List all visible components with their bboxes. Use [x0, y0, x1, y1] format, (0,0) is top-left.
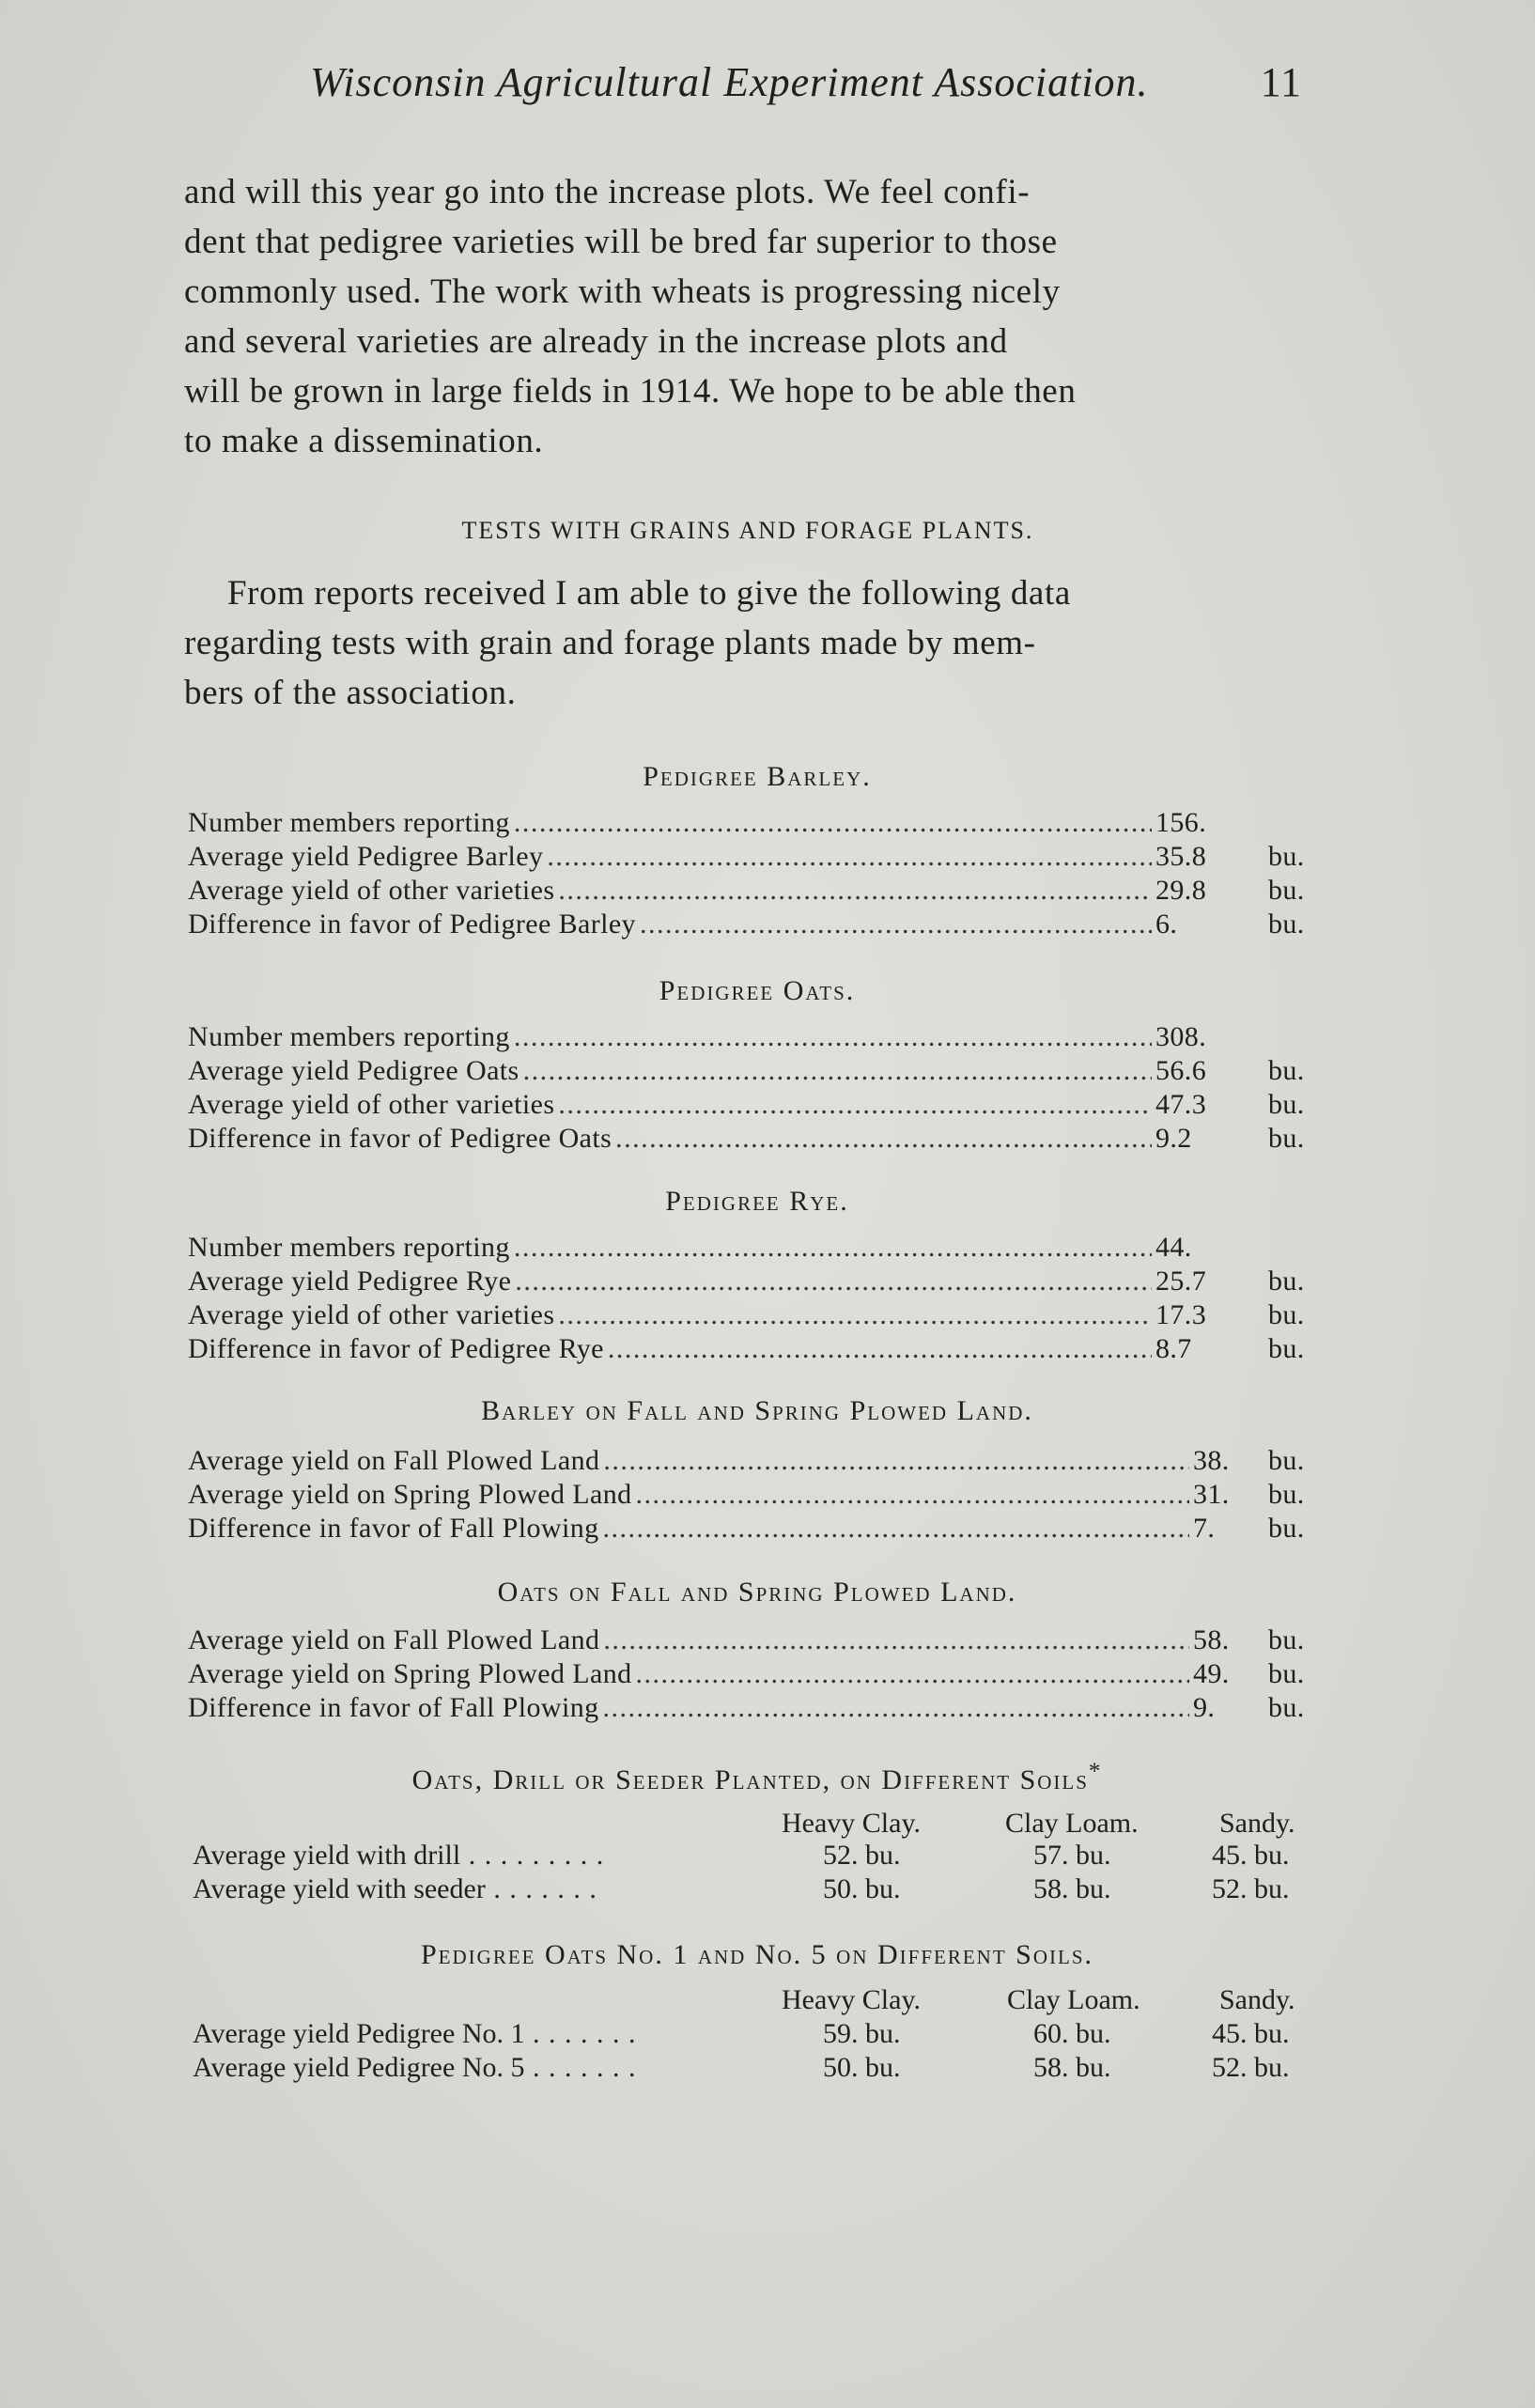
leader-dots	[514, 1231, 1152, 1265]
table-title-oats-plowed: Oats on Fall and Spring Plowed Land.	[497, 1577, 1017, 1608]
column-header: Clay Loam.	[1005, 1808, 1139, 1839]
row-unit	[1268, 1231, 1325, 1265]
leader-dots	[515, 1265, 1152, 1298]
table-row	[188, 1088, 1325, 1122]
text-line: and several varieties are already in the increase plots and	[184, 322, 1008, 361]
row-value: 47.3	[1155, 1089, 1207, 1120]
row-unit: bu.	[1268, 1299, 1305, 1330]
table-row	[188, 840, 1325, 874]
text-line: and will this year go into the increase plots. We feel confi-	[184, 173, 1031, 211]
row-label: Number members reporting	[188, 807, 510, 838]
row-unit: bu.	[1268, 841, 1305, 872]
footnote-mark: *	[1088, 1759, 1103, 1784]
table-row	[188, 1265, 1325, 1298]
cell-value: 59. bu.	[823, 2018, 901, 2049]
leader-dots	[603, 1444, 1189, 1478]
table-oats-plowed	[188, 1623, 1325, 1725]
row-unit	[1268, 806, 1325, 840]
leader-dots	[640, 908, 1152, 941]
intro-paragraph	[184, 167, 1311, 466]
leader-dots	[636, 1478, 1189, 1512]
row-label: Number members reporting	[188, 1232, 510, 1263]
row-label: Difference in favor of Pedigree Barley	[188, 909, 636, 940]
cell-value: 57. bu.	[1033, 1840, 1111, 1871]
leader-dots	[523, 1054, 1152, 1088]
text-line: dent that pedigree varieties will be bred far superior to those	[184, 223, 1058, 261]
row-label: Average yield of other varieties	[188, 1299, 555, 1330]
row-label: Average yield on Spring Plowed Land	[188, 1658, 632, 1689]
text-line: bers of the association.	[184, 674, 517, 712]
page-number: 11	[1260, 59, 1302, 105]
table-row	[188, 806, 1325, 840]
row-unit: bu.	[1268, 1089, 1305, 1120]
row-value: 9.2	[1155, 1123, 1192, 1154]
row-value: 6.	[1155, 909, 1178, 940]
row-unit: bu.	[1268, 1266, 1305, 1297]
row-unit: bu.	[1268, 1333, 1305, 1364]
row-unit: bu.	[1268, 1692, 1305, 1723]
text-line: to make a dissemination.	[184, 422, 544, 460]
row-unit: bu.	[1268, 1055, 1305, 1086]
row-label: Number members reporting	[188, 1021, 510, 1052]
leader-dots	[514, 806, 1152, 840]
row-value: 7.	[1193, 1513, 1216, 1544]
title-text: Oats, Drill or Seeder Planted, on Different Soils	[411, 1764, 1089, 1795]
row-label: Average yield with drill . . . . . . . . .	[193, 1840, 605, 1871]
table-title-barley: Pedigree Barley.	[643, 761, 872, 792]
row-unit: bu.	[1268, 1658, 1305, 1689]
row-unit	[1268, 1020, 1325, 1054]
leader-dots	[558, 874, 1152, 908]
leader-dots	[603, 1623, 1189, 1657]
text-line: will be grown in large fields in 1914. We hope to be able then	[184, 372, 1077, 411]
row-value: 31.	[1193, 1479, 1230, 1510]
row-value: 38.	[1193, 1445, 1230, 1476]
text-line: commonly used. The work with wheats is progressing nicely	[184, 272, 1061, 311]
cell-value: 50. bu.	[823, 1873, 901, 1904]
row-label: Difference in favor of Fall Plowing	[188, 1692, 599, 1723]
cell-value: 58. bu.	[1033, 1873, 1111, 1904]
table-title-oats-soils	[184, 1759, 1330, 1796]
cell-value: 60. bu.	[1033, 2018, 1111, 2049]
row-unit: bu.	[1268, 1624, 1305, 1655]
table-title-oats: Pedigree Oats.	[659, 975, 856, 1006]
row-label: Difference in favor of Pedigree Rye	[188, 1333, 604, 1364]
row-value: 308.	[1155, 1021, 1207, 1052]
row-unit: bu.	[1268, 1513, 1305, 1544]
table-barley	[188, 806, 1325, 941]
cell-value: 52. bu.	[1212, 1873, 1290, 1904]
row-label: Average yield on Fall Plowed Land	[188, 1445, 600, 1476]
row-label: Average yield of other varieties	[188, 875, 555, 906]
table-rye	[188, 1231, 1325, 1366]
leader-dots	[615, 1122, 1152, 1156]
row-label: Average yield Pedigree No. 5 . . . . . . .	[193, 2052, 637, 2083]
table-row	[188, 1691, 1325, 1725]
row-label: Average yield Pedigree Barley	[188, 841, 544, 872]
leader-dots	[558, 1088, 1152, 1122]
cell-value: 58. bu.	[1033, 2052, 1111, 2083]
row-unit: bu.	[1268, 1479, 1305, 1510]
row-label: Difference in favor of Fall Plowing	[188, 1513, 599, 1544]
row-label: Average yield on Fall Plowed Land	[188, 1624, 600, 1655]
column-header: Sandy.	[1219, 1808, 1295, 1839]
table-barley-plowed	[188, 1444, 1325, 1546]
row-label: Average yield Pedigree Oats	[188, 1055, 519, 1086]
cell-value: 50. bu.	[823, 2052, 901, 2083]
table-title-barley-plowed: Barley on Fall and Spring Plowed Land.	[481, 1395, 1033, 1426]
leader-dots	[558, 1298, 1152, 1332]
table-row	[188, 1478, 1325, 1512]
table-row	[188, 1020, 1325, 1054]
row-unit: bu.	[1268, 909, 1305, 940]
leader-dots	[514, 1020, 1152, 1054]
table-row	[188, 1054, 1325, 1088]
row-label: Difference in favor of Pedigree Oats	[188, 1123, 612, 1154]
cell-value: 45. bu.	[1212, 1840, 1290, 1871]
column-header: Sandy.	[1219, 1984, 1295, 2015]
leader-dots	[636, 1657, 1189, 1691]
table-row	[188, 908, 1325, 941]
row-value: 9.	[1193, 1692, 1216, 1723]
row-value: 156.	[1155, 807, 1207, 838]
row-value: 17.3	[1155, 1299, 1207, 1330]
table-row	[188, 1657, 1325, 1691]
table-row	[188, 1623, 1325, 1657]
column-header: Clay Loam.	[1007, 1984, 1140, 2015]
table-row	[188, 1231, 1325, 1265]
text-line: regarding tests with grain and forage plants made by mem-	[184, 624, 1036, 662]
row-value: 58.	[1193, 1624, 1230, 1655]
row-value: 56.6	[1155, 1055, 1207, 1086]
row-label: Average yield Pedigree Rye	[188, 1266, 512, 1297]
cell-value: 45. bu.	[1212, 2018, 1290, 2049]
cell-value: 52. bu.	[823, 1840, 901, 1871]
leader-dots	[608, 1332, 1152, 1366]
running-header	[310, 58, 1315, 106]
row-value: 25.7	[1155, 1266, 1207, 1297]
table-row	[188, 1122, 1325, 1156]
table-row	[188, 874, 1325, 908]
column-header: Heavy Clay.	[782, 1984, 922, 2015]
row-label: Average yield of other varieties	[188, 1089, 555, 1120]
row-unit: bu.	[1268, 1123, 1305, 1154]
row-label: Average yield Pedigree No. 1 . . . . . . .	[193, 2018, 637, 2049]
row-value: 8.7	[1155, 1333, 1192, 1364]
row-value: 29.8	[1155, 875, 1207, 906]
row-label: Average yield with seeder . . . . . . .	[193, 1873, 597, 1904]
header-title: Wisconsin Agricultural Experiment Association.	[310, 59, 1149, 105]
second-paragraph	[184, 568, 1311, 718]
cell-value: 52. bu.	[1212, 2052, 1290, 2083]
row-value: 49.	[1193, 1658, 1230, 1689]
text-line: From reports received I am able to give the following data	[227, 574, 1071, 613]
table-title-pedigree-oats-soils: Pedigree Oats No. 1 and No. 5 on Different Soils.	[420, 1939, 1094, 1970]
row-value: 44.	[1155, 1232, 1192, 1263]
column-header: Heavy Clay.	[782, 1808, 922, 1839]
leader-dots	[603, 1691, 1189, 1725]
row-value: 35.8	[1155, 841, 1207, 872]
leader-dots	[603, 1512, 1189, 1546]
table-row	[188, 1512, 1325, 1546]
leader-dots	[547, 840, 1152, 874]
table-row	[188, 1298, 1325, 1332]
section-title: TESTS WITH GRAINS AND FORAGE PLANTS.	[461, 517, 1034, 544]
row-unit: bu.	[1268, 1445, 1305, 1476]
table-oats	[188, 1020, 1325, 1156]
row-unit: bu.	[1268, 875, 1305, 906]
table-row	[188, 1332, 1325, 1366]
row-label: Average yield on Spring Plowed Land	[188, 1479, 632, 1510]
table-title-rye: Pedigree Rye.	[665, 1186, 849, 1217]
table-row	[188, 1444, 1325, 1478]
